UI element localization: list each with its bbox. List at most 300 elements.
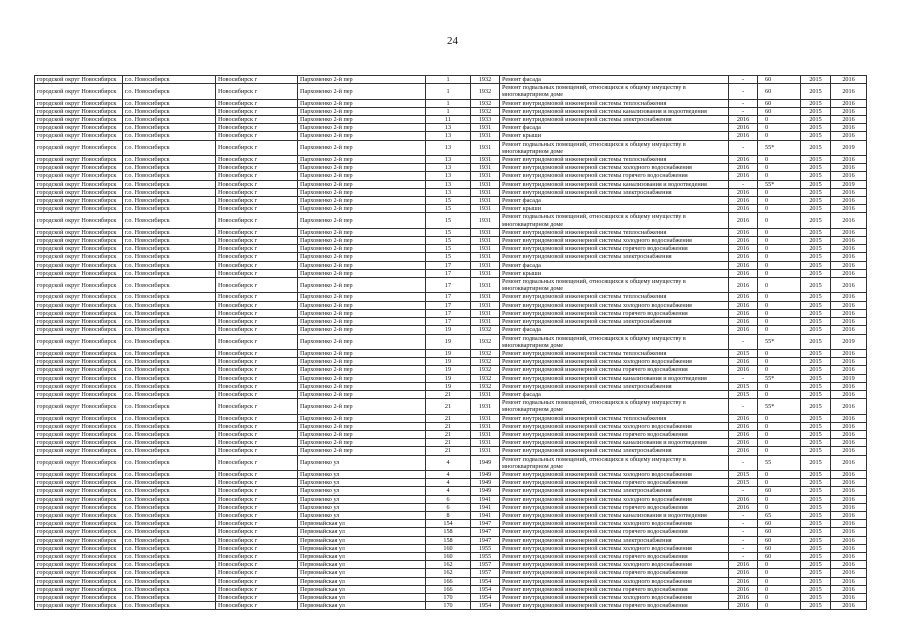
table-row — [35, 228, 867, 236]
period-end-cell: 2016 — [831, 107, 867, 115]
city-cell: Новосибирск г — [216, 261, 298, 269]
house-number-cell: 13 — [426, 124, 471, 132]
work-type-cell: Ремонт внутридомовой инженерной системы холодного водоснабжения — [500, 358, 729, 366]
district-cell: городской округ Новосибирск — [35, 76, 123, 84]
build-year-cell: 1954 — [471, 602, 500, 610]
city-cell: Новосибирск г — [216, 577, 298, 585]
house-number-cell: 1 — [426, 107, 471, 115]
city-cell: Новосибирск г — [216, 374, 298, 382]
street-cell: Пархоменко 2-й пер — [298, 197, 426, 205]
house-number-cell: 4 — [426, 470, 471, 478]
city-cell: Новосибирск г — [216, 107, 298, 115]
work-type-cell: Ремонт внутридомовой инженерной системы горячего водоснабжения — [500, 503, 729, 511]
period-end-cell: 2016 — [831, 245, 867, 253]
street-cell: Пархоменко 2-й пер — [298, 124, 426, 132]
municipality-cell: г.о. Новосибирск — [123, 197, 216, 205]
repair-year-cell: 2016 — [729, 585, 758, 593]
municipality-cell: г.о. Новосибирск — [123, 180, 216, 188]
street-cell: Пархоменко 2-й пер — [298, 430, 426, 438]
work-type-cell: Ремонт внутридомовой инженерной системы горячего водоснабжения — [500, 528, 729, 536]
municipality-cell: г.о. Новосибирск — [123, 318, 216, 326]
street-cell: Пархоменко 2-й пер — [298, 76, 426, 84]
percent-cell: 0 — [758, 188, 801, 196]
repair-year-cell: 2016 — [729, 124, 758, 132]
district-cell: городской округ Новосибирск — [35, 414, 123, 422]
period-end-cell: 2019 — [831, 334, 867, 349]
district-cell: городской округ Новосибирск — [35, 470, 123, 478]
district-cell: городской округ Новосибирск — [35, 261, 123, 269]
period-end-cell: 2016 — [831, 156, 867, 164]
municipality-cell: г.о. Новосибирск — [123, 495, 216, 503]
municipality-cell: г.о. Новосибирск — [123, 594, 216, 602]
build-year-cell: 1931 — [471, 422, 500, 430]
period-start-cell: 2015 — [801, 116, 831, 124]
percent-cell: 0 — [758, 366, 801, 374]
table-row — [35, 301, 867, 309]
street-cell: Пархоменко 2-й пер — [298, 293, 426, 301]
period-start-cell: 2015 — [801, 309, 831, 317]
build-year-cell: 1931 — [471, 172, 500, 180]
period-start-cell: 2015 — [801, 132, 831, 140]
repair-year-cell: 2016 — [729, 156, 758, 164]
period-end-cell: 2016 — [831, 495, 867, 503]
district-cell: городской округ Новосибирск — [35, 156, 123, 164]
percent-cell: 0 — [758, 228, 801, 236]
street-cell: Пархоменко ул — [298, 487, 426, 495]
table-row — [35, 253, 867, 261]
build-year-cell: 1931 — [471, 318, 500, 326]
percent-cell: 0 — [758, 422, 801, 430]
table-row — [35, 366, 867, 374]
work-type-cell: Ремонт внутридомовой инженерной системы теплоснабжения — [500, 156, 729, 164]
district-cell: городской округ Новосибирск — [35, 116, 123, 124]
build-year-cell: 1931 — [471, 205, 500, 213]
municipality-cell: г.о. Новосибирск — [123, 366, 216, 374]
city-cell: Новосибирск г — [216, 213, 298, 228]
period-start-cell: 2015 — [801, 318, 831, 326]
street-cell: Пархоменко 2-й пер — [298, 447, 426, 455]
municipality-cell: г.о. Новосибирск — [123, 382, 216, 390]
repair-year-cell: 2016 — [729, 278, 758, 293]
district-cell: городской округ Новосибирск — [35, 334, 123, 349]
period-end-cell: 2016 — [831, 577, 867, 585]
percent-cell: 0 — [758, 495, 801, 503]
repair-year-cell: 2016 — [729, 205, 758, 213]
table-row — [35, 197, 867, 205]
table-row — [35, 164, 867, 172]
municipality-cell: г.о. Новосибирск — [123, 358, 216, 366]
municipality-cell: г.о. Новосибирск — [123, 278, 216, 293]
build-year-cell: 1947 — [471, 520, 500, 528]
table-row — [35, 544, 867, 552]
table-body — [35, 76, 867, 610]
repair-year-cell: 2016 — [729, 569, 758, 577]
period-end-cell: 2016 — [831, 439, 867, 447]
municipality-cell: г.о. Новосибирск — [123, 140, 216, 155]
municipality-cell: г.о. Новосибирск — [123, 107, 216, 115]
period-end-cell: 2016 — [831, 552, 867, 560]
period-start-cell: 2015 — [801, 205, 831, 213]
period-end-cell: 2016 — [831, 237, 867, 245]
municipality-cell: г.о. Новосибирск — [123, 84, 216, 99]
district-cell: городской округ Новосибирск — [35, 577, 123, 585]
repair-year-cell: 2016 — [729, 213, 758, 228]
street-cell: Первомайская ул — [298, 561, 426, 569]
district-cell: городской округ Новосибирск — [35, 326, 123, 334]
build-year-cell: 1941 — [471, 511, 500, 519]
house-number-cell: 170 — [426, 602, 471, 610]
percent-cell: 55* — [758, 180, 801, 188]
house-number-cell: 15 — [426, 197, 471, 205]
percent-cell: 0 — [758, 253, 801, 261]
house-number-cell: 15 — [426, 213, 471, 228]
build-year-cell: 1931 — [471, 293, 500, 301]
period-start-cell: 2015 — [801, 269, 831, 277]
table-row — [35, 520, 867, 528]
repair-year-cell: 2016 — [729, 326, 758, 334]
municipality-cell: г.о. Новосибирск — [123, 334, 216, 349]
work-type-cell: Ремонт внутридомовой инженерной системы горячего водоснабжения — [500, 430, 729, 438]
city-cell: Новосибирск г — [216, 495, 298, 503]
table-row — [35, 334, 867, 349]
build-year-cell: 1931 — [471, 261, 500, 269]
percent-cell: 60 — [758, 84, 801, 99]
municipality-cell: г.о. Новосибирск — [123, 124, 216, 132]
street-cell: Пархоменко 2-й пер — [298, 374, 426, 382]
street-cell: Пархоменко 2-й пер — [298, 399, 426, 414]
period-end-cell: 2016 — [831, 602, 867, 610]
table-row — [35, 140, 867, 155]
house-number-cell: 19 — [426, 366, 471, 374]
build-year-cell: 1955 — [471, 544, 500, 552]
municipality-cell: г.о. Новосибирск — [123, 76, 216, 84]
period-start-cell: 2015 — [801, 503, 831, 511]
street-cell: Пархоменко 2-й пер — [298, 422, 426, 430]
municipality-cell: г.о. Новосибирск — [123, 479, 216, 487]
municipality-cell: г.о. Новосибирск — [123, 552, 216, 560]
period-start-cell: 2015 — [801, 447, 831, 455]
percent-cell: 0 — [758, 577, 801, 585]
percent-cell: 0 — [758, 301, 801, 309]
period-end-cell: 2016 — [831, 544, 867, 552]
period-end-cell: 2016 — [831, 399, 867, 414]
build-year-cell: 1932 — [471, 382, 500, 390]
period-start-cell: 2015 — [801, 172, 831, 180]
work-type-cell: Ремонт внутридомовой инженерной системы холодного водоснабжения — [500, 422, 729, 430]
repair-year-cell: 2016 — [729, 422, 758, 430]
build-year-cell: 1931 — [471, 245, 500, 253]
work-type-cell: Ремонт внутридомовой инженерной системы электроснабжения — [500, 536, 729, 544]
house-number-cell: 162 — [426, 561, 471, 569]
house-number-cell: 17 — [426, 278, 471, 293]
percent-cell: 0 — [758, 156, 801, 164]
district-cell: городской округ Новосибирск — [35, 455, 123, 470]
work-type-cell: Ремонт внутридомовой инженерной системы холодного водоснабжения — [500, 495, 729, 503]
house-number-cell: 13 — [426, 156, 471, 164]
house-number-cell: 162 — [426, 569, 471, 577]
district-cell: городской округ Новосибирск — [35, 487, 123, 495]
house-number-cell: 13 — [426, 172, 471, 180]
repair-year-cell: 2016 — [729, 447, 758, 455]
district-cell: городской округ Новосибирск — [35, 503, 123, 511]
house-number-cell: 158 — [426, 528, 471, 536]
period-start-cell: 2015 — [801, 76, 831, 84]
percent-cell: 0 — [758, 245, 801, 253]
period-end-cell: 2016 — [831, 528, 867, 536]
municipality-cell: г.о. Новосибирск — [123, 536, 216, 544]
district-cell: городской округ Новосибирск — [35, 180, 123, 188]
municipality-cell: г.о. Новосибирск — [123, 309, 216, 317]
percent-cell: 0 — [758, 269, 801, 277]
percent-cell: 55* — [758, 374, 801, 382]
build-year-cell: 1947 — [471, 536, 500, 544]
house-number-cell: 21 — [426, 422, 471, 430]
build-year-cell: 1931 — [471, 124, 500, 132]
period-start-cell: 2015 — [801, 245, 831, 253]
house-number-cell: 13 — [426, 180, 471, 188]
house-number-cell: 4 — [426, 455, 471, 470]
street-cell: Пархоменко 2-й пер — [298, 99, 426, 107]
city-cell: Новосибирск г — [216, 237, 298, 245]
percent-cell: 0 — [758, 261, 801, 269]
district-cell: городской округ Новосибирск — [35, 172, 123, 180]
district-cell: городской округ Новосибирск — [35, 528, 123, 536]
street-cell: Пархоменко 2-й пер — [298, 261, 426, 269]
period-start-cell: 2015 — [801, 495, 831, 503]
street-cell: Пархоменко 2-й пер — [298, 107, 426, 115]
house-number-cell: 17 — [426, 318, 471, 326]
house-number-cell: 4 — [426, 479, 471, 487]
city-cell: Новосибирск г — [216, 366, 298, 374]
house-number-cell: 160 — [426, 552, 471, 560]
city-cell: Новосибирск г — [216, 76, 298, 84]
repair-year-cell: 2016 — [729, 269, 758, 277]
period-end-cell: 2016 — [831, 269, 867, 277]
percent-cell: 55 — [758, 455, 801, 470]
period-end-cell: 2016 — [831, 561, 867, 569]
period-start-cell: 2015 — [801, 470, 831, 478]
build-year-cell: 1931 — [471, 140, 500, 155]
repair-year-cell: - — [729, 544, 758, 552]
street-cell: Пархоменко ул — [298, 503, 426, 511]
municipality-cell: г.о. Новосибирск — [123, 422, 216, 430]
city-cell: Новосибирск г — [216, 552, 298, 560]
period-end-cell: 2016 — [831, 470, 867, 478]
work-type-cell: Ремонт внутридомовой инженерной системы холодного водоснабжения — [500, 544, 729, 552]
municipality-cell: г.о. Новосибирск — [123, 374, 216, 382]
work-type-cell: Ремонт внутридомовой инженерной системы холодного водоснабжения — [500, 561, 729, 569]
build-year-cell: 1932 — [471, 358, 500, 366]
repair-year-cell: 2016 — [729, 172, 758, 180]
percent-cell: 0 — [758, 470, 801, 478]
work-type-cell: Ремонт крыши — [500, 269, 729, 277]
street-cell: Пархоменко 2-й пер — [298, 309, 426, 317]
build-year-cell: 1931 — [471, 309, 500, 317]
municipality-cell: г.о. Новосибирск — [123, 503, 216, 511]
percent-cell: 0 — [758, 278, 801, 293]
city-cell: Новосибирск г — [216, 172, 298, 180]
repair-year-cell: - — [729, 455, 758, 470]
house-number-cell: 21 — [426, 390, 471, 398]
period-end-cell: 2019 — [831, 140, 867, 155]
street-cell: Первомайская ул — [298, 577, 426, 585]
repair-year-cell: 2016 — [729, 414, 758, 422]
period-end-cell: 2016 — [831, 382, 867, 390]
district-cell: городской округ Новосибирск — [35, 349, 123, 357]
street-cell: Пархоменко 2-й пер — [298, 390, 426, 398]
district-cell: городской округ Новосибирск — [35, 552, 123, 560]
city-cell: Новосибирск г — [216, 180, 298, 188]
build-year-cell: 1932 — [471, 366, 500, 374]
house-number-cell: 13 — [426, 164, 471, 172]
district-cell: городской округ Новосибирск — [35, 569, 123, 577]
percent-cell: 0 — [758, 237, 801, 245]
table-row — [35, 269, 867, 277]
period-start-cell: 2015 — [801, 124, 831, 132]
municipality-cell: г.о. Новосибирск — [123, 577, 216, 585]
percent-cell: 55* — [758, 334, 801, 349]
period-end-cell: 2016 — [831, 197, 867, 205]
municipality-cell: г.о. Новосибирск — [123, 430, 216, 438]
period-end-cell: 2016 — [831, 422, 867, 430]
build-year-cell: 1931 — [471, 180, 500, 188]
street-cell: Пархоменко 2-й пер — [298, 301, 426, 309]
city-cell: Новосибирск г — [216, 447, 298, 455]
table-row — [35, 479, 867, 487]
house-number-cell: 1 — [426, 76, 471, 84]
city-cell: Новосибирск г — [216, 487, 298, 495]
street-cell: Пархоменко 2-й пер — [298, 269, 426, 277]
district-cell: городской округ Новосибирск — [35, 561, 123, 569]
city-cell: Новосибирск г — [216, 132, 298, 140]
repair-year-cell: - — [729, 552, 758, 560]
table-row — [35, 422, 867, 430]
build-year-cell: 1931 — [471, 414, 500, 422]
percent-cell: 0 — [758, 430, 801, 438]
repair-year-cell: - — [729, 180, 758, 188]
work-type-cell: Ремонт фасада — [500, 197, 729, 205]
period-start-cell: 2015 — [801, 561, 831, 569]
street-cell: Первомайская ул — [298, 594, 426, 602]
period-start-cell: 2015 — [801, 422, 831, 430]
table-row — [35, 528, 867, 536]
municipality-cell: г.о. Новосибирск — [123, 585, 216, 593]
build-year-cell: 1949 — [471, 455, 500, 470]
period-end-cell: 2016 — [831, 594, 867, 602]
house-number-cell: 21 — [426, 439, 471, 447]
work-type-cell: Ремонт внутридомовой инженерной системы горячего водоснабжения — [500, 172, 729, 180]
period-end-cell: 2016 — [831, 309, 867, 317]
period-end-cell: 2016 — [831, 326, 867, 334]
build-year-cell: 1932 — [471, 99, 500, 107]
repair-year-cell: 2016 — [729, 358, 758, 366]
build-year-cell: 1932 — [471, 326, 500, 334]
municipality-cell: г.о. Новосибирск — [123, 455, 216, 470]
district-cell: городской округ Новосибирск — [35, 301, 123, 309]
district-cell: городской округ Новосибирск — [35, 188, 123, 196]
repair-year-cell: 2016 — [729, 503, 758, 511]
build-year-cell: 1949 — [471, 487, 500, 495]
percent-cell: 0 — [758, 503, 801, 511]
street-cell: Пархоменко 2-й пер — [298, 172, 426, 180]
period-start-cell: 2015 — [801, 253, 831, 261]
work-type-cell: Ремонт фасада — [500, 390, 729, 398]
period-end-cell: 2016 — [831, 205, 867, 213]
city-cell: Новосибирск г — [216, 470, 298, 478]
repair-year-cell: - — [729, 399, 758, 414]
district-cell: городской округ Новосибирск — [35, 366, 123, 374]
repair-year-cell: 2016 — [729, 245, 758, 253]
percent-cell: 0 — [758, 124, 801, 132]
table-row — [35, 552, 867, 560]
street-cell: Пархоменко 2-й пер — [298, 140, 426, 155]
build-year-cell: 1931 — [471, 269, 500, 277]
street-cell: Пархоменко ул — [298, 455, 426, 470]
repair-year-cell: 2016 — [729, 197, 758, 205]
street-cell: Пархоменко 2-й пер — [298, 132, 426, 140]
district-cell: городской округ Новосибирск — [35, 439, 123, 447]
percent-cell: 0 — [758, 164, 801, 172]
house-number-cell: 17 — [426, 261, 471, 269]
municipality-cell: г.о. Новосибирск — [123, 228, 216, 236]
repair-year-cell: 2016 — [729, 132, 758, 140]
work-type-cell: Ремонт внутридомовой инженерной системы теплоснабжения — [500, 414, 729, 422]
table-row — [35, 156, 867, 164]
repair-year-cell: 2016 — [729, 495, 758, 503]
table-row — [35, 116, 867, 124]
city-cell: Новосибирск г — [216, 585, 298, 593]
table-row — [35, 84, 867, 99]
period-end-cell: 2016 — [831, 536, 867, 544]
table-row — [35, 318, 867, 326]
work-type-cell: Ремонт подвальных помещений, относящихся к общему имуществу в многоквартирном доме — [500, 334, 729, 349]
build-year-cell: 1931 — [471, 301, 500, 309]
period-end-cell: 2016 — [831, 479, 867, 487]
street-cell: Пархоменко 2-й пер — [298, 228, 426, 236]
work-type-cell: Ремонт подвальных помещений, относящихся к общему имуществу в многоквартирном доме — [500, 455, 729, 470]
house-number-cell: 154 — [426, 520, 471, 528]
repair-year-cell: 2016 — [729, 602, 758, 610]
work-type-cell: Ремонт внутридомовой инженерной системы холодного водоснабжения — [500, 301, 729, 309]
table-row — [35, 374, 867, 382]
district-cell: городской округ Новосибирск — [35, 536, 123, 544]
city-cell: Новосибирск г — [216, 309, 298, 317]
repair-year-cell: 2016 — [729, 366, 758, 374]
table-row — [35, 390, 867, 398]
work-type-cell: Ремонт внутридомовой инженерной системы электроснабжения — [500, 487, 729, 495]
work-type-cell: Ремонт внутридомовой инженерной системы холодного водоснабжения — [500, 520, 729, 528]
house-number-cell: 15 — [426, 228, 471, 236]
work-type-cell: Ремонт внутридомовой инженерной системы холодного водоснабжения — [500, 237, 729, 245]
work-type-cell: Ремонт внутридомовой инженерной системы холодного водоснабжения — [500, 594, 729, 602]
city-cell: Новосибирск г — [216, 479, 298, 487]
table-row — [35, 585, 867, 593]
table-row — [35, 326, 867, 334]
table-row — [35, 237, 867, 245]
district-cell: городской округ Новосибирск — [35, 422, 123, 430]
period-end-cell: 2016 — [831, 585, 867, 593]
period-start-cell: 2015 — [801, 399, 831, 414]
work-type-cell: Ремонт внутридомовой инженерной системы канализования и водоотведения — [500, 107, 729, 115]
house-number-cell: 17 — [426, 309, 471, 317]
build-year-cell: 1949 — [471, 470, 500, 478]
municipality-cell: г.о. Новосибирск — [123, 172, 216, 180]
table-row — [35, 455, 867, 470]
table-row — [35, 205, 867, 213]
period-end-cell: 2016 — [831, 301, 867, 309]
work-type-cell: Ремонт внутридомовой инженерной системы канализования и водоотведения — [500, 439, 729, 447]
percent-cell: 65 — [758, 511, 801, 519]
